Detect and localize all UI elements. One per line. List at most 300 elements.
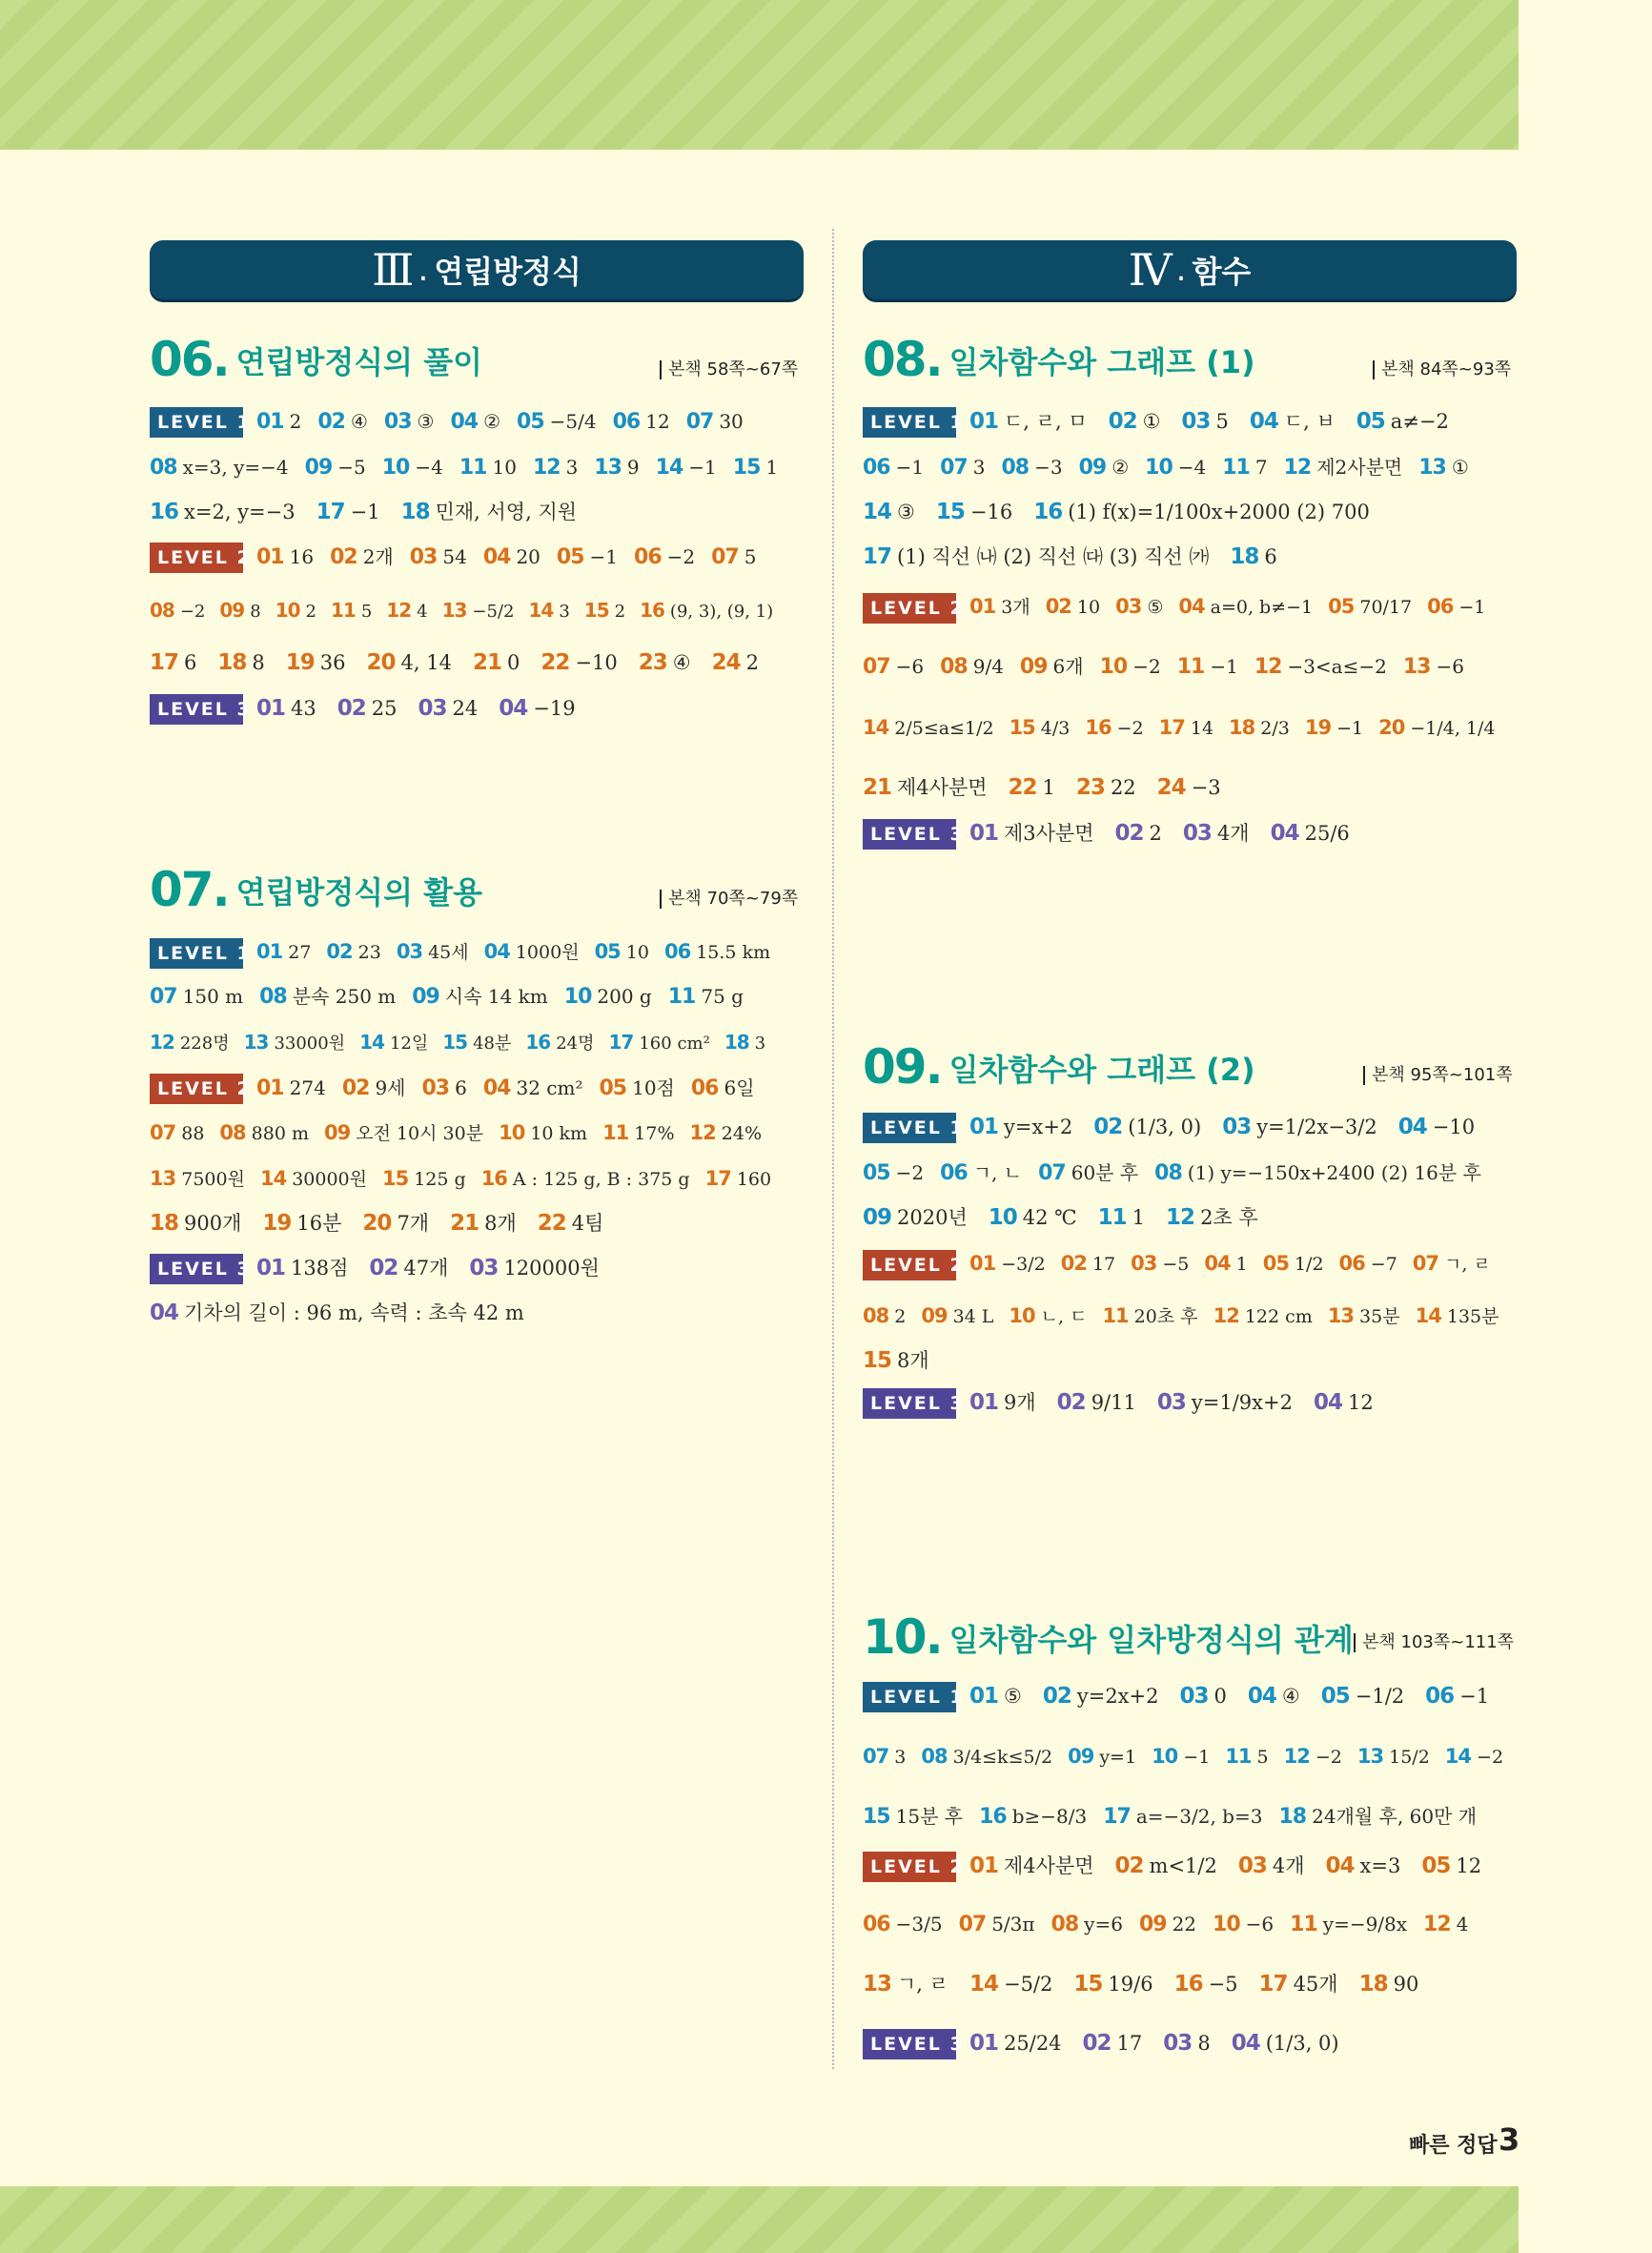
question-number: 12 [1213, 1304, 1239, 1327]
part-roman: Ⅲ [372, 244, 415, 296]
answer-row [150, 1028, 780, 1058]
level-3-badge: LEVEL 3 [863, 1388, 956, 1419]
answer-value: 24% [721, 1123, 762, 1144]
answer-item [1174, 1970, 1238, 1999]
answer-row [863, 1113, 1496, 1143]
answer-row [150, 543, 772, 573]
question-number: 04 [150, 1301, 179, 1325]
answer-row [863, 1158, 1498, 1188]
answer-item [1222, 1113, 1377, 1142]
question-number: 02 [330, 545, 357, 569]
question-number: 12 [386, 599, 412, 622]
answer-value: −1 [895, 456, 925, 479]
answer-value: −10 [575, 651, 618, 674]
question-number: 02 [1042, 1684, 1071, 1709]
part-roman: Ⅳ [1128, 244, 1173, 296]
answer-value: −10 [1432, 1116, 1476, 1138]
answer-item [1225, 1742, 1268, 1772]
question-number: 10 [1009, 1304, 1035, 1327]
question-number: 06 [1427, 595, 1454, 618]
question-number: 03 [1181, 409, 1211, 434]
question-number: 04 [482, 545, 511, 569]
question-number: 08 [940, 655, 968, 679]
answer-item [959, 1910, 1035, 1939]
question-number: 08 [921, 1745, 948, 1768]
question-number: 16 [1173, 1972, 1203, 1997]
question-number: 24 [1156, 775, 1186, 800]
answer-value: 160 cm² [639, 1034, 710, 1054]
answer-item [499, 694, 575, 724]
answer-item [1326, 1852, 1401, 1881]
answer-item [1079, 453, 1130, 482]
section-number: 08 [863, 332, 926, 387]
answer-value: −5/2 [1003, 1973, 1053, 1996]
answer-value: 4, 14 [400, 651, 452, 674]
question-number: 16 [1033, 500, 1063, 524]
answer-value: ⑤ [1004, 1685, 1022, 1708]
answer-item [1238, 1852, 1305, 1881]
answer-item [1183, 819, 1250, 849]
answer-item [1115, 819, 1162, 849]
question-number: 13 [441, 599, 467, 622]
question-number: 12 [532, 456, 561, 480]
answer-value: −3/5 [895, 1913, 943, 1936]
question-number: 09 [412, 985, 439, 1009]
answer-value: 6 [455, 1076, 467, 1099]
question-number: 07 [1038, 1161, 1066, 1185]
answer-value: −3 [1191, 776, 1221, 799]
question-number: 01 [256, 940, 283, 963]
answer-value: 60분 후 [1071, 1161, 1139, 1184]
answer-item [256, 543, 314, 572]
section-title: 일차함수와 그래프 (1) [948, 344, 1255, 380]
question-number: 03 [383, 410, 412, 434]
question-number: 02 [326, 940, 353, 963]
answer-value: 3 [972, 456, 986, 479]
answer-item [584, 596, 625, 626]
answer-value: 2 [305, 602, 316, 622]
question-number: 06 [940, 1161, 968, 1185]
level-1-badge: LEVEL 1 [863, 1113, 956, 1143]
question-number: 03 [1222, 1115, 1252, 1139]
answer-item [1115, 592, 1163, 622]
answer-value: ④ [350, 410, 368, 433]
answer-item [317, 407, 368, 437]
answer-value: 2초 후 [1200, 1206, 1258, 1229]
question-number: 15 [863, 1348, 892, 1373]
top-decorative-band [0, 0, 1519, 150]
question-number: 05 [599, 1076, 627, 1100]
answer-item [359, 1028, 428, 1058]
level-3-badge: LEVEL 3 [863, 819, 956, 850]
question-number: 04 [1247, 1684, 1276, 1709]
answer-value: 4/3 [1040, 718, 1071, 739]
section-title: 일차함수와 그래프 (2) [948, 1052, 1255, 1088]
answer-item [1115, 1852, 1217, 1881]
question-number: 23 [638, 650, 667, 675]
answer-item [331, 596, 372, 626]
section-number: 07 [150, 862, 213, 917]
answer-value: 10 [492, 456, 517, 479]
answer-value: 2 [894, 1306, 907, 1327]
answer-item [1181, 407, 1228, 437]
answer-value: 17 [1116, 2032, 1143, 2055]
question-number: 03 [1115, 595, 1142, 618]
question-number: 21 [472, 650, 501, 675]
answer-row [863, 1346, 950, 1376]
answer-item [1085, 713, 1143, 743]
question-number: 11 [667, 985, 696, 1009]
answer-value: (1) f(x)=1/100x+2000 (2) 700 [1068, 501, 1370, 523]
answer-row [863, 543, 1298, 572]
question-number: 14 [528, 599, 554, 622]
answer-value: ㄱ, ㄹ [897, 1973, 948, 1996]
answer-value: (1/3, 0) [1128, 1116, 1202, 1138]
answer-value: 5 [744, 545, 757, 568]
answer-row [863, 2029, 1360, 2059]
question-number: 11 [1102, 1304, 1129, 1327]
answer-item [1328, 592, 1412, 622]
question-number: 07 [150, 985, 177, 1009]
level-3-badge: LEVEL 3 [150, 694, 243, 725]
answer-item [969, 1388, 1036, 1418]
answer-item [256, 694, 316, 724]
answer-item [640, 596, 773, 626]
answer-value: −1 [589, 545, 619, 568]
question-number: 03 [1182, 821, 1212, 846]
answer-value: ① [1451, 456, 1469, 479]
answer-value: 1 [765, 456, 779, 479]
answer-value: m<1/2 [1149, 1854, 1217, 1877]
answer-value: −5/4 [549, 410, 597, 433]
answer-item [326, 937, 380, 967]
question-number: 03 [396, 940, 423, 963]
answer-item [1100, 652, 1161, 682]
answer-item [969, 592, 1030, 622]
answer-item [711, 543, 756, 572]
question-number: 03 [1163, 2031, 1193, 2056]
answer-value: y=1/9x+2 [1191, 1391, 1293, 1414]
answer-item [362, 1209, 429, 1239]
answer-item [1068, 1742, 1136, 1772]
question-number: 18 [217, 650, 247, 675]
answer-item [1222, 453, 1267, 482]
answer-item [150, 648, 196, 678]
answer-value: 35분 [1359, 1306, 1400, 1327]
answer-value: 122 cm [1244, 1306, 1313, 1327]
answer-value: 2 [745, 651, 759, 674]
section-number: 10 [863, 1609, 926, 1665]
answer-item [1418, 453, 1469, 482]
answer-value: 4개 [1272, 1854, 1305, 1877]
answer-item [275, 596, 316, 626]
answer-item [450, 1209, 517, 1239]
answer-value: 0 [507, 651, 520, 674]
answer-row [863, 1852, 1502, 1882]
answer-value: 5 [1256, 1747, 1269, 1768]
answer-item [705, 1164, 772, 1194]
question-number: 08 [1154, 1161, 1182, 1185]
question-number: 04 [1397, 1115, 1427, 1139]
question-number: 11 [1097, 1205, 1127, 1230]
question-number: 06 [863, 1913, 890, 1936]
question-number: 12 [1254, 655, 1282, 679]
question-number: 17 [1158, 716, 1185, 739]
answer-value: y=2x+2 [1076, 1685, 1159, 1708]
answer-value: 16 [289, 545, 315, 568]
question-number: 05 [1262, 1252, 1289, 1275]
question-number: 17 [863, 544, 892, 569]
answer-item [219, 1118, 309, 1148]
level-2-badge: LEVEL 2 [863, 593, 956, 624]
answer-row [863, 1203, 1279, 1233]
question-number: 08 [219, 1121, 246, 1144]
question-number: 10 [988, 1205, 1017, 1230]
answer-value: 8개 [484, 1212, 517, 1235]
question-number: 04 [499, 696, 528, 721]
answer-value: 45개 [1293, 1973, 1338, 1996]
question-number: 17 [704, 1167, 731, 1190]
question-number: 04 [1249, 409, 1278, 434]
answer-value: 15/2 [1389, 1747, 1430, 1768]
answer-item [342, 1074, 406, 1103]
answer-value: −19 [533, 697, 576, 720]
answer-item [940, 652, 1004, 682]
answer-item [442, 1028, 511, 1058]
answer-row [863, 453, 1485, 482]
answer-item [369, 1254, 448, 1283]
answer-value: −2 [895, 1161, 925, 1184]
answer-item [1359, 1970, 1419, 1999]
answer-value: 4개 [1216, 822, 1250, 845]
question-number: 01 [969, 409, 999, 434]
question-number: 10 [1152, 1745, 1178, 1768]
answer-value: 5 [1215, 410, 1229, 433]
answer-value: 27 [288, 942, 312, 963]
section-header-08: 08 . 일차함수와 그래프 (1) [863, 332, 1255, 387]
answer-value: −1 [1459, 1685, 1490, 1708]
answer-item [150, 498, 296, 527]
question-number: 13 [594, 456, 622, 480]
question-number: 22 [540, 650, 570, 675]
answer-item [1177, 652, 1238, 682]
answer-value: −2 [1116, 718, 1144, 739]
question-number: 08 [1001, 456, 1030, 480]
question-number: 01 [256, 1076, 284, 1100]
answer-item [450, 407, 500, 437]
answer-value: −6 [1436, 655, 1464, 678]
question-number: 16 [979, 1805, 1007, 1829]
answer-value: 274 [289, 1076, 326, 1099]
question-number: 16 [1085, 716, 1112, 739]
section-page-ref: 본책 58쪽~67쪽 [660, 360, 798, 379]
answer-item [412, 982, 548, 1012]
question-number: 14 [359, 1031, 384, 1054]
answer-item [1213, 1910, 1274, 1939]
question-number: 04 [482, 1076, 511, 1100]
answer-value: 36 [319, 651, 346, 674]
answer-value: 200 g [597, 985, 652, 1008]
question-number: 04 [1270, 821, 1299, 846]
answer-item [1305, 713, 1363, 743]
answer-item [1073, 1970, 1152, 1999]
answer-value: 4 [417, 602, 428, 622]
answer-item [863, 1742, 906, 1772]
answer-item [1020, 652, 1084, 682]
question-number: 14 [655, 456, 683, 480]
question-number: 13 [1356, 1745, 1384, 1768]
answer-item [418, 694, 479, 724]
answer-value: −1 [1336, 718, 1364, 739]
answer-row [150, 1118, 777, 1148]
answer-item [594, 453, 639, 482]
answer-value: 33000원 [274, 1034, 346, 1054]
answer-item [1378, 713, 1495, 743]
answer-item [1403, 652, 1464, 682]
question-number: 05 [1328, 595, 1355, 618]
question-number: 09 [863, 1205, 892, 1230]
answer-item [634, 543, 695, 572]
question-number: 20 [362, 1211, 392, 1236]
answer-item [410, 543, 467, 572]
column-divider [832, 229, 834, 2069]
answer-value: x=3 [1359, 1854, 1401, 1877]
question-number: 24 [711, 650, 741, 675]
question-number: 07 [863, 1745, 889, 1768]
answer-item [863, 1910, 943, 1939]
question-number: 05 [1320, 1684, 1350, 1709]
answer-value: −1/4, 1/4 [1410, 718, 1496, 739]
answer-row [863, 592, 1500, 624]
question-number: 09 [1019, 655, 1048, 679]
answer-item [1278, 1802, 1477, 1832]
section-title: 일차함수와 일차방정식의 관계 [948, 1622, 1354, 1658]
answer-row [150, 596, 787, 626]
section-number: 06 [150, 332, 213, 387]
section-page-ref: 본책 103쪽~111쪽 [1354, 1633, 1514, 1652]
question-number: 09 [1078, 456, 1107, 480]
answer-value: x=3, y=−4 [182, 456, 289, 479]
answer-value: 8 [1197, 2032, 1211, 2055]
answer-value: −4 [415, 456, 443, 479]
answer-item [337, 694, 398, 724]
part-header-3: Ⅲ . 연립방정식 [150, 240, 804, 299]
question-number: 04 [1178, 595, 1205, 618]
question-number: 01 [969, 1684, 999, 1709]
answer-value: 15.5 km [696, 942, 771, 963]
question-number: 18 [1278, 1805, 1307, 1829]
answer-item [863, 713, 994, 743]
answer-value: 30 [719, 410, 744, 433]
question-number: 11 [459, 456, 487, 480]
answer-value: −2 [1132, 655, 1161, 678]
answer-item [1166, 1203, 1258, 1233]
answer-value: 8 [250, 602, 261, 622]
answer-value: ③ [897, 501, 915, 523]
question-number: 16 [640, 599, 664, 622]
answer-item [421, 1074, 466, 1103]
answer-item [863, 1802, 963, 1832]
answer-value: 3개 [1001, 597, 1030, 618]
answer-value: 9 [626, 456, 640, 479]
answer-value: −1/2 [1355, 1685, 1405, 1708]
answer-value: 34 L [952, 1306, 994, 1327]
level-2-badge: LEVEL 2 [150, 543, 243, 573]
question-number: 11 [330, 599, 356, 622]
answer-item [989, 1203, 1077, 1233]
answer-item [1178, 592, 1313, 622]
answer-value: 2 [614, 602, 626, 622]
question-number: 08 [863, 1304, 889, 1327]
answer-item [533, 453, 578, 482]
question-number: 06 [663, 940, 691, 963]
answer-value: a≠−2 [1390, 410, 1449, 433]
answer-row [863, 1742, 1519, 1772]
question-number: 21 [863, 775, 892, 800]
question-number: 05 [863, 1161, 890, 1185]
question-number: 04 [1231, 2031, 1260, 2056]
answer-value: 2 [1149, 822, 1162, 845]
section-page-ref: 본책 95쪽~101쪽 [1363, 1066, 1513, 1085]
question-number: 18 [150, 1211, 179, 1236]
answer-item [525, 1028, 594, 1058]
section-page-ref: 본책 84쪽~93쪽 [1373, 360, 1511, 379]
question-number: 02 [1108, 409, 1137, 434]
answer-value: 제4사분면 [897, 776, 988, 799]
answer-item [656, 453, 717, 482]
question-number: 11 [1225, 1745, 1252, 1768]
question-number: 15 [1073, 1972, 1103, 1997]
question-number: 07 [1412, 1252, 1439, 1275]
answer-row [863, 713, 1511, 743]
question-number: 05 [594, 940, 621, 963]
answer-value: ④ [1281, 1685, 1300, 1708]
answer-item [217, 648, 264, 678]
page-number: 3 [1499, 2121, 1520, 2158]
section-header-10: 10 . 일차함수와 일차방정식의 관계 [863, 1609, 1354, 1665]
question-number: 08 [1050, 1913, 1079, 1936]
answer-value: 3 [754, 1034, 766, 1054]
answer-value: y=6 [1084, 1913, 1123, 1936]
answer-value: 3/4≤k≤5/2 [952, 1747, 1053, 1768]
answer-item [538, 1209, 604, 1239]
question-number: 10 [1213, 1913, 1240, 1936]
answer-value: 분속 250 m [292, 985, 397, 1008]
answer-value: y=−9/8x [1322, 1913, 1408, 1936]
answer-item [1051, 1910, 1123, 1939]
answer-value: 19/6 [1108, 1973, 1153, 1996]
answer-value: 12 [1347, 1391, 1374, 1414]
answer-value: −6 [895, 655, 925, 678]
answer-value: ㄷ, ㅂ [1283, 410, 1336, 433]
answer-item [382, 453, 443, 482]
question-number: 10 [275, 599, 300, 622]
answer-value: −3/2 [1001, 1254, 1046, 1275]
question-number: 17 [1258, 1972, 1288, 1997]
question-number: 05 [556, 545, 584, 569]
bottom-decorative-band [0, 2186, 1519, 2253]
question-number: 09 [323, 1121, 351, 1144]
level-1-badge: LEVEL 1 [150, 938, 243, 969]
answer-value: 32 cm² [516, 1076, 583, 1099]
question-number: 07 [940, 456, 968, 480]
answer-item [712, 648, 759, 678]
answer-item [863, 1970, 948, 1999]
answer-item [969, 1249, 1046, 1279]
answer-item [382, 1164, 466, 1194]
answer-value: 시속 14 km [444, 985, 548, 1008]
answer-item [1321, 1682, 1404, 1711]
